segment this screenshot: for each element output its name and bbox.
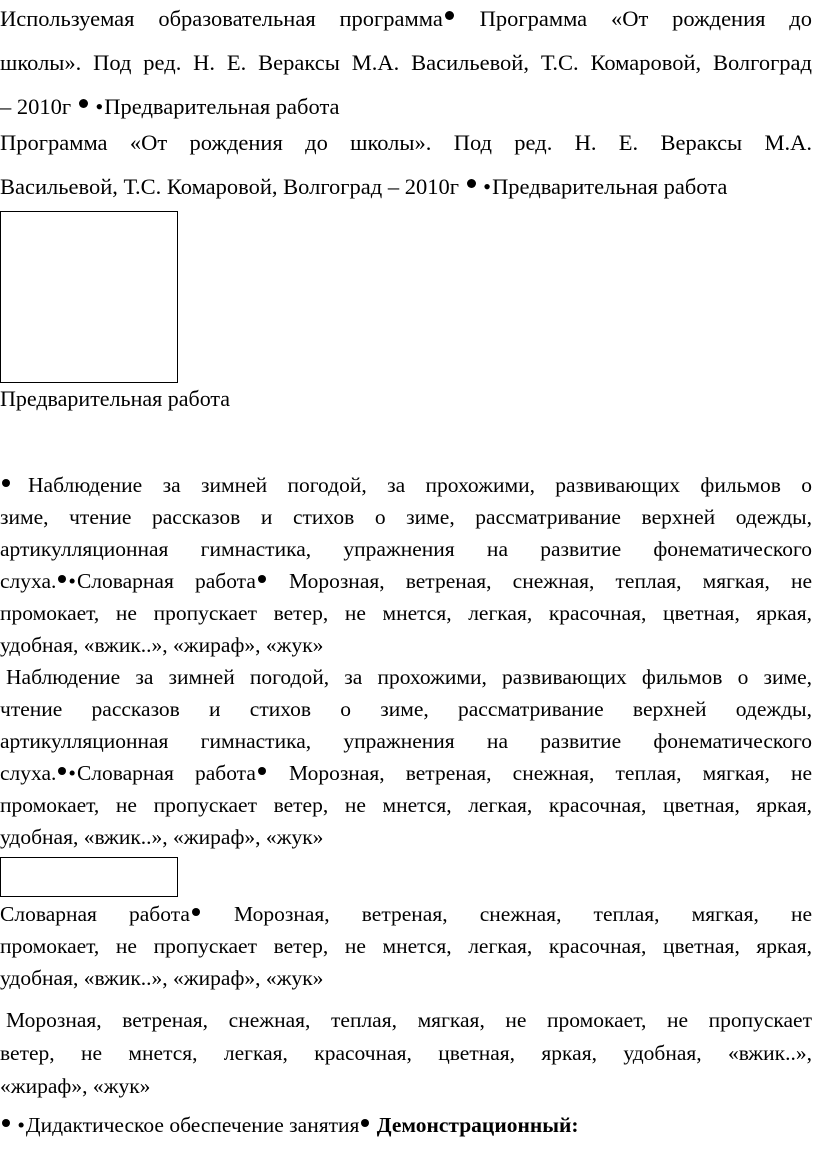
para-text: Морозная, ветреная, снежная, теплая, мягкая, не bbox=[288, 761, 813, 785]
program-title-start: Программа «От рождения до bbox=[479, 6, 813, 31]
didactic-label: Дидактическое обеспечение занятия bbox=[25, 1113, 360, 1137]
image-placeholder bbox=[0, 211, 178, 383]
bullet-icon bbox=[467, 179, 476, 188]
bullet-icon bbox=[2, 1119, 10, 1127]
prep-work-label: Предварительная работа bbox=[492, 174, 728, 199]
para-text: Наблюдение за зимней погодой, за прохожими, развивающих фильмов о bbox=[28, 473, 812, 497]
para-text: слуха. bbox=[0, 569, 57, 593]
bullet-icon bbox=[445, 11, 454, 20]
prep-work-paragraph-2 bbox=[0, 661, 812, 853]
bullet-icon: • bbox=[68, 761, 76, 785]
para-line-4 bbox=[0, 757, 812, 789]
para-line-2: зиме, чтение рассказов и стихов о зиме, рассматривание верхней одежды, bbox=[0, 505, 812, 529]
program-line-2 bbox=[0, 170, 812, 214]
para-line-1: Наблюдение за зимней погодой, за прохожими, развивающих фильмов о зиме, bbox=[6, 665, 812, 689]
para-line-3: артикулляционная гимнастика, упражнения на развитие фонематического bbox=[0, 729, 812, 753]
bullet-icon bbox=[58, 575, 66, 583]
bullet-icon bbox=[2, 479, 10, 487]
para-line-3: удобная, «вжик..», «жираф», «жук» bbox=[0, 966, 324, 990]
prep-work-heading: Предварительная работа bbox=[0, 386, 231, 411]
para-line-2: ветер, не мнется, легкая, красочная, цветная, яркая, удобная, «вжик..», bbox=[0, 1041, 812, 1065]
bullet-icon bbox=[258, 575, 266, 583]
prep-work-paragraph-1 bbox=[0, 469, 812, 661]
para-text: Морозная, ветреная, снежная, теплая, мягкая, не bbox=[234, 902, 813, 926]
program-line-1 bbox=[0, 2, 812, 46]
vocab-work-paragraph bbox=[0, 898, 812, 994]
program-line-1: Программа «От рождения до школы». Под ред. Н. Е. Вераксы М.А. bbox=[0, 130, 812, 155]
para-line-4 bbox=[0, 565, 812, 597]
bullet-icon: • bbox=[483, 174, 492, 199]
program-label: Используемая образовательная программа bbox=[0, 6, 443, 31]
para-line-5: промокает, не пропускает ветер, не мнется, легкая, красочная, цветная, яркая, bbox=[0, 793, 812, 817]
bullet-icon bbox=[258, 767, 266, 775]
para-line-2: промокает, не пропускает ветер, не мнется, легкая, красочная, цветная, яркая, bbox=[0, 934, 812, 958]
bullet-icon bbox=[361, 1119, 369, 1127]
program-year: – 2010г bbox=[0, 94, 72, 119]
para-line-1 bbox=[0, 898, 812, 930]
para-line-3: «жираф», «жук» bbox=[0, 1074, 151, 1098]
bullet-icon: • bbox=[95, 94, 104, 119]
program-publisher: Васильевой, Т.С. Комаровой, Волгоград – 2010г bbox=[0, 174, 459, 199]
para-line-1: Морозная, ветреная, снежная, теплая, мягкая, не промокает, не пропускает bbox=[6, 1008, 812, 1032]
vocab-work-label: Словарная работа bbox=[76, 569, 256, 593]
program-paragraph-2 bbox=[0, 126, 812, 214]
vocab-work-label: Словарная работа bbox=[76, 761, 256, 785]
demo-heading: Демонстрационный: bbox=[376, 1113, 579, 1137]
didactic-line bbox=[0, 1109, 579, 1141]
bullet-icon: • bbox=[68, 569, 76, 593]
program-paragraph-1 bbox=[0, 2, 812, 134]
para-line-3: артикулляционная гимнастика, упражнения на развитие фонематического bbox=[0, 537, 812, 561]
para-text: слуха. bbox=[0, 761, 57, 785]
image-placeholder bbox=[0, 857, 178, 897]
bullet-icon: • bbox=[17, 1113, 25, 1137]
vocab-work-label: Словарная работа bbox=[0, 902, 190, 926]
para-line-5: промокает, не пропускает ветер, не мнется, легкая, красочная, цветная, яркая, bbox=[0, 601, 812, 625]
para-text: Морозная, ветреная, снежная, теплая, мягкая, не bbox=[288, 569, 813, 593]
bullet-icon bbox=[58, 767, 66, 775]
program-line-2: школы». Под ред. Н. Е. Вераксы М.А. Васильевой, Т.С. Комаровой, Волгоград bbox=[0, 50, 812, 75]
bullet-icon bbox=[79, 99, 88, 108]
para-line-1 bbox=[0, 469, 812, 501]
vocab-words-paragraph bbox=[0, 1004, 812, 1103]
para-line-2: чтение рассказов и стихов о зиме, рассматривание верхней одежды, bbox=[0, 697, 812, 721]
bullet-icon bbox=[192, 908, 200, 916]
prep-work-label: Предварительная работа bbox=[104, 94, 340, 119]
para-line-6: удобная, «вжик..», «жираф», «жук» bbox=[0, 633, 324, 657]
para-line-6: удобная, «вжик..», «жираф», «жук» bbox=[0, 825, 324, 849]
